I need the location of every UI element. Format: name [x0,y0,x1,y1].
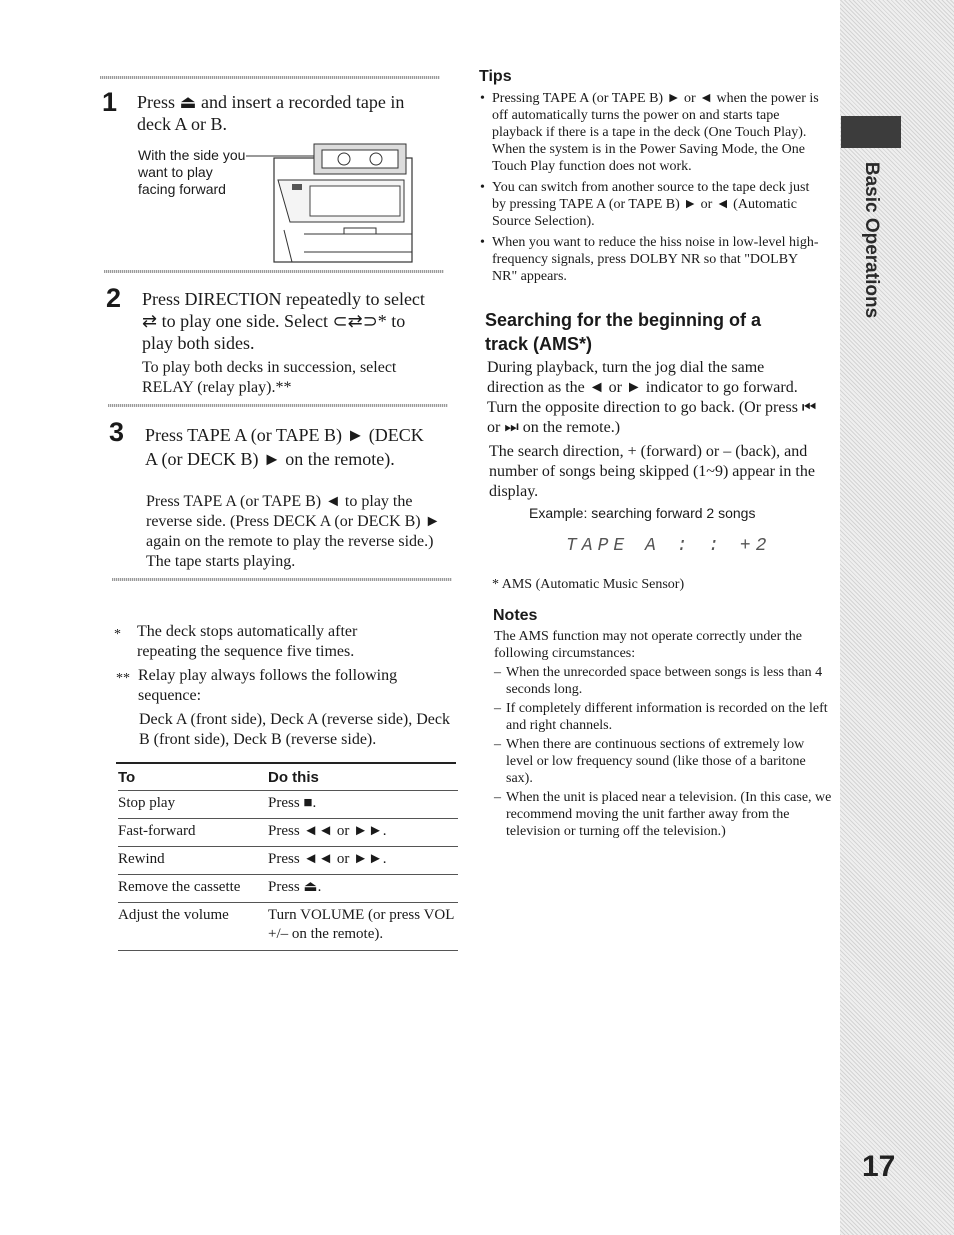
table-cell: Press ◄◄ or ►►. [268,819,458,847]
section-divider [112,578,452,581]
tip-text: You can switch from another source to the tape deck just by pressing TAPE A (or TAPE B) ► or ◄ (Automatic Source Selection). [492,180,810,229]
step-2-instruction: Press DIRECTION repeatedly to select ⇄ to play one side. Select ⊂⇄⊃* to play both sides. [142,289,425,353]
table-row [118,903,458,951]
column-header-to: To [118,768,268,791]
note-item [494,789,832,840]
step-2-number: 2 [106,283,122,313]
operations-table [118,768,458,951]
footnote-mark: * [114,627,121,642]
step-1-instruction: Press ⏏ and insert a recorded tape in deck A or B. [137,92,405,134]
table-cell: Adjust the volume [118,903,268,951]
step-1-number: 1 [102,87,118,117]
table-top-rule [116,762,456,764]
dash: – [494,701,501,716]
table-row [118,791,458,819]
notes-intro: The AMS function may not operate correctly under the following circumstances: [494,629,802,661]
side-tab-background [840,0,954,1235]
footnote-text: The deck stops automatically after repeating the sequence five times. [137,623,358,660]
table-cell: Press ◄◄ or ►►. [268,847,458,875]
table-row [118,819,458,847]
step-3-note: Press TAPE A (or TAPE B) ◄ to play the reverse side. (Press DECK A (or DECK B) ► again on the remote to play the reverse side.) The tape starts playing. [146,493,441,570]
step-3-number: 3 [109,417,125,447]
note-item [494,700,832,734]
display-readout: TAPE A : : +2 [566,536,772,556]
ams-footnote: * AMS (Automatic Music Sensor) [492,577,685,592]
example-label: Example: searching forward 2 songs [529,505,756,521]
relay-sequence: Deck A (front side), Deck A (reverse side), Deck B (front side), Deck B (reverse side). [139,711,450,748]
footnote-text: Relay play always follows the following sequence: [138,667,398,704]
section-divider [108,404,448,407]
notes-list [494,664,832,840]
step-2-note: To play both decks in succession, select RELAY (relay play).** [142,359,397,396]
ams-heading: Searching for the beginning of a track (AMS*) [485,310,762,354]
illustration-caption: With the side you want to play facing forward [138,147,246,197]
note-text: When the unrecorded space between songs is less than 4 seconds long. [506,665,823,697]
tip-text: When you want to reduce the hiss noise in low-level high-frequency signals, press DOLBY NR so that "DOLBY NR" appears. [492,235,819,284]
column-header-do-this: Do this [268,768,458,791]
tip-item [480,179,820,230]
side-tab-label: Basic Operations [861,161,882,319]
table-header-row [118,768,458,791]
section-divider [100,76,440,79]
table-cell: Turn VOLUME (or press VOL +/– on the remote). [268,903,458,951]
tip-text: Pressing TAPE A (or TAPE B) ► or ◄ when the power is off automatically turns the power on and starts tape playback if there is a tape in the deck (One Touch Play). When the system is in the Power Saving Mode, the One Touch Play function does not work. [492,91,819,174]
note-item [494,736,832,787]
bullet: • [480,235,485,250]
dash: – [494,790,501,805]
table-cell: Press ■. [268,791,458,819]
table-cell: Stop play [118,791,268,819]
section-divider [104,270,444,273]
tip-item [480,234,820,285]
bullet: • [480,91,485,106]
table-cell: Rewind [118,847,268,875]
tips-heading: Tips [479,68,512,85]
note-item [494,664,832,698]
side-tab-marker [841,116,901,148]
step-3-instruction: Press TAPE A (or TAPE B) ► (DECK A (or DECK B) ► on the remote). [145,425,424,469]
table-row [118,847,458,875]
dash: – [494,665,501,680]
table-cell: Press ⏏. [268,875,458,903]
note-text: When there are continuous sections of extremely low level or low frequency sound (like those of a baritone sax). [506,737,806,786]
footnote-mark: ** [116,671,130,686]
note-text: If completely different information is recorded on the left and right channels. [506,701,828,733]
ams-paragraph-2: The search direction, + (forward) or – (back), and number of songs being skipped (1~9) appear in the display. [489,443,815,500]
table-cell: Remove the cassette [118,875,268,903]
table-cell: Fast-forward [118,819,268,847]
tips-list [480,90,820,285]
page-number: 17 [862,1150,896,1183]
cassette-deck-illustration [244,140,416,264]
notes-heading: Notes [493,607,538,624]
dash: – [494,737,501,752]
tip-item [480,90,820,175]
table-row [118,875,458,903]
bullet: • [480,180,485,195]
note-text: When the unit is placed near a television. (In this case, we recommend moving the unit farther away from the television or turning off the television.) [506,790,832,839]
ams-paragraph-1: During playback, turn the jog dial the same direction as the ◄ or ► indicator to go forward. Turn the opposite direction to go back. (Or press ⏮ or ⏭ on the remote.) [487,359,817,436]
